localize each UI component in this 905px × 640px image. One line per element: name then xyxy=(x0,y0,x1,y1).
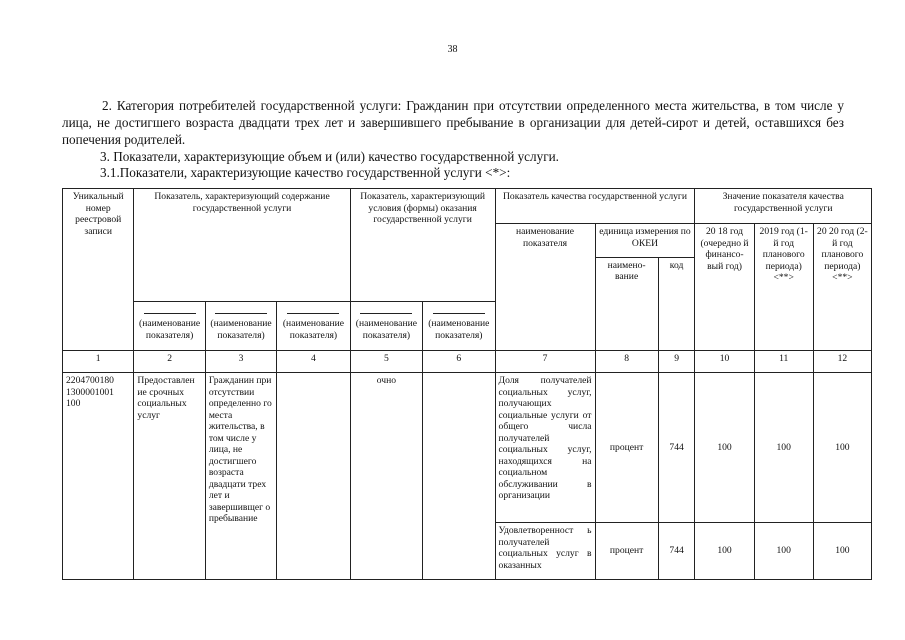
column-number: 8 xyxy=(595,351,658,373)
indicators-paragraph: 3. Показатели, характеризующие объем и (или) качество государственной услуги. xyxy=(100,149,559,164)
header-year-2018: 20 18 год (очередно й финансо-вый год) xyxy=(695,224,754,351)
value-2018: 100 xyxy=(695,523,754,580)
value-2019: 100 xyxy=(754,373,813,523)
header-content-indicator: Показатель, характеризующий содержание государственной услуги xyxy=(134,189,350,302)
naming-cell-1: (наименование показателя) xyxy=(134,302,205,351)
header-unit-okei: единица измерения по ОКЕИ xyxy=(595,224,695,257)
header-unit-code: код xyxy=(658,257,695,350)
registry-number: 2204700180 1300001001 100 xyxy=(63,373,134,580)
indicator-name: Доля получателей социальных услуг, получающих социальные услуги от общего числа получателей социальных услуг, находящихся на социальном обслуживании в организации xyxy=(495,373,595,523)
header-quality-value: Значение показателя качества государственной услуги xyxy=(695,189,872,224)
empty-cell xyxy=(277,373,350,580)
naming-cell-2: (наименование показателя) xyxy=(205,302,276,351)
naming-cell-3: (наименование показателя) xyxy=(277,302,350,351)
column-number: 1 xyxy=(63,351,134,373)
header-conditions-indicator: Показатель, характеризующий условия (формы) оказания государственной услуги xyxy=(350,189,495,302)
header-year-2020: 20 20 год (2-й год планового периода) <**> xyxy=(813,224,871,351)
column-number: 5 xyxy=(350,351,422,373)
quality-indicators-paragraph: 3.1.Показатели, характеризующие качество государственной услуги <*>: xyxy=(100,165,511,180)
consumer-category: Гражданин при отсутствии определенно го места жительства, в том числе у лица, не достигшего возраста двадцати трех лет и завершивщег о пребывание xyxy=(205,373,276,580)
header-indicator-name: наименование показателя xyxy=(495,224,595,351)
column-number: 3 xyxy=(205,351,276,373)
column-number: 9 xyxy=(658,351,695,373)
service-form: очно xyxy=(350,373,422,580)
unit-code: 744 xyxy=(658,523,695,580)
value-2020: 100 xyxy=(813,373,871,523)
service-content: Предоставлен ие срочных социальных услуг xyxy=(134,373,205,580)
unit-name: процент xyxy=(595,523,658,580)
value-2018: 100 xyxy=(695,373,754,523)
page-number: 38 xyxy=(447,44,458,55)
header-unique-number: Уникальный номер реестровой записи xyxy=(63,189,134,351)
column-number: 4 xyxy=(277,351,350,373)
quality-indicators-table xyxy=(62,188,872,580)
header-quality-indicator: Показатель качества государственной услуги xyxy=(495,189,695,224)
naming-cell-4: (наименование показателя) xyxy=(350,302,422,351)
column-number: 10 xyxy=(695,351,754,373)
value-2020: 100 xyxy=(813,523,871,580)
unit-name: процент xyxy=(595,373,658,523)
indicator-name: Удовлетворенност ь получателей социальных услуг в оказанных xyxy=(495,523,595,580)
header-unit-name: наимено-вание xyxy=(595,257,658,350)
empty-cell xyxy=(423,373,495,580)
unit-code: 744 xyxy=(658,373,695,523)
column-number: 6 xyxy=(423,351,495,373)
consumer-category-paragraph: 2. Категория потребителей государственной услуги: Гражданин при отсутствии определенного места жительства, в том числе у лица, не достигшего возраста двадцати трех лет и завершившего пребывание в организации для детей-сирот и детей, оставшихся без попечения родителей. xyxy=(62,98,844,147)
column-number: 12 xyxy=(813,351,871,373)
value-2019: 100 xyxy=(754,523,813,580)
column-number: 11 xyxy=(754,351,813,373)
column-number: 7 xyxy=(495,351,595,373)
header-year-2019: 2019 год (1-й год планового периода) <**> xyxy=(754,224,813,351)
naming-cell-5: (наименование показателя) xyxy=(423,302,495,351)
column-number: 2 xyxy=(134,351,205,373)
